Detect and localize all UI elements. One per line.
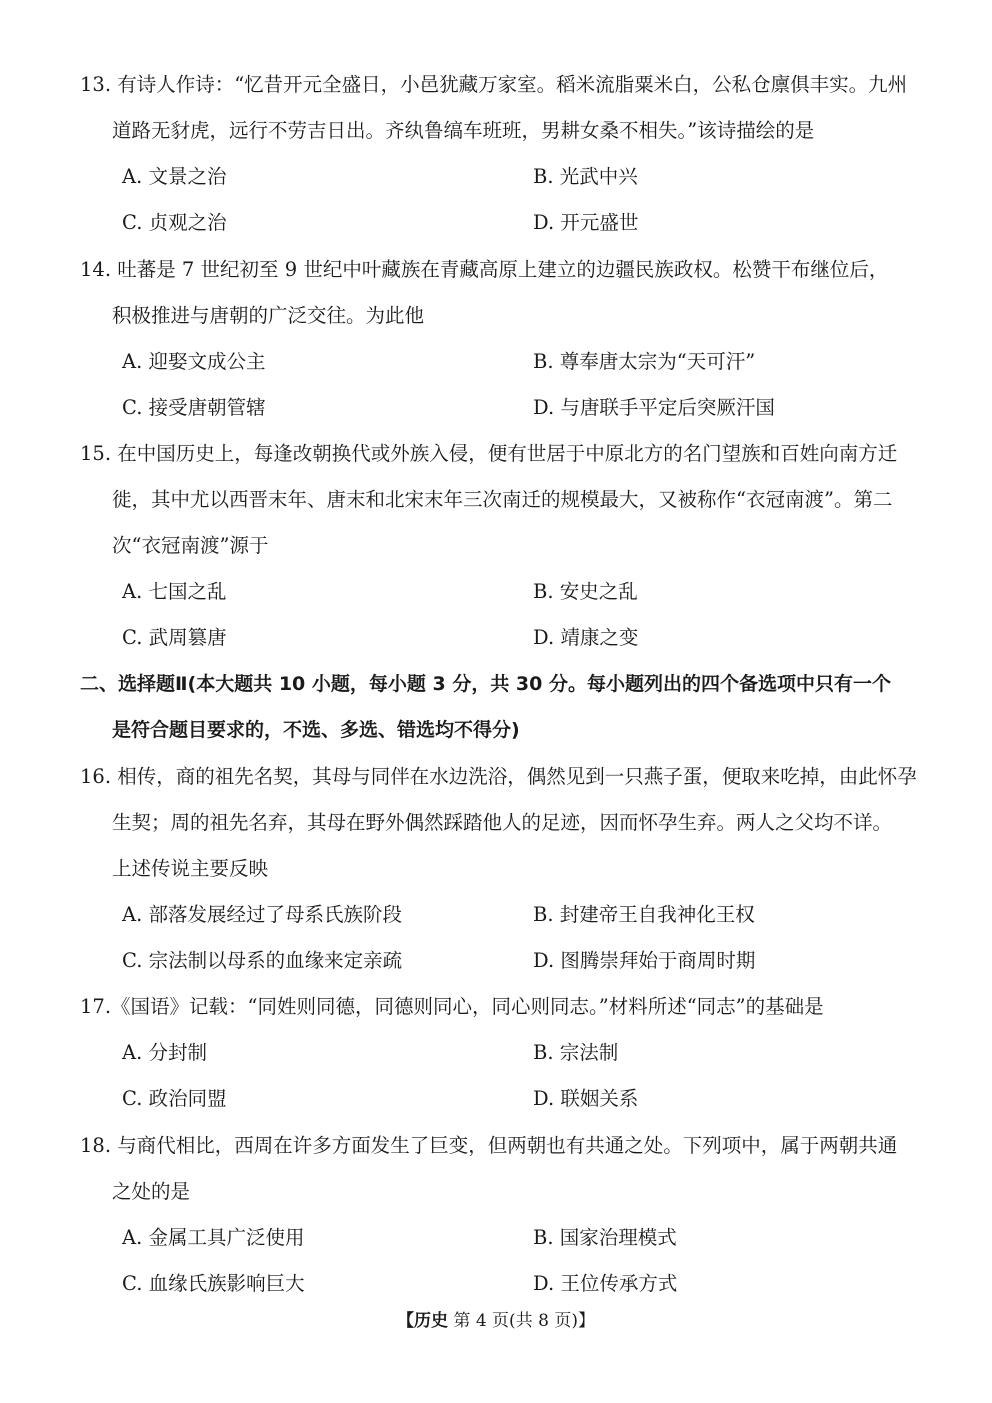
q15-stem-line-1: 15. 在中国历史上，每逢改朝换代或外族入侵，便有世居于中原北方的名门望族和百姓向南方迁 xyxy=(80,442,898,465)
footer-subject: 【历史 xyxy=(397,1311,449,1331)
q16-option-d: D. 图腾崇拜始于商周时期 xyxy=(533,949,756,972)
q18-stem-line-1: 18. 与商代相比，西周在许多方面发生了巨变，但两朝也有共通之处。下列项中，属于两朝共通 xyxy=(80,1134,898,1157)
q15-option-c: C. 武周篡唐 xyxy=(122,626,227,649)
q16-stem-line-1: 16. 相传，商的祖先名契，其母与同伴在水边洗浴，偶然见到一只燕子蛋，便取来吃掉，由此怀孕 xyxy=(80,765,917,788)
q15-stem-line-2: 徙，其中尤以西晋末年、唐末和北宋末年三次南迁的规模最大，又被称作“衣冠南渡”。第二 xyxy=(112,488,893,511)
q15-option-a: A. 七国之乱 xyxy=(122,580,227,603)
q15-option-b: B. 安史之乱 xyxy=(533,580,638,603)
q18-stem-line-2: 之处的是 xyxy=(112,1180,191,1203)
footer-page-number: 第 4 页(共 8 页)】 xyxy=(448,1311,595,1331)
q13-option-d: D. 开元盛世 xyxy=(533,211,639,234)
q13-stem-line-1: 13. 有诗人作诗：“忆昔开元全盛日，小邑犹藏万家室。稻米流脂粟米白，公私仓廪俱丰实。九州 xyxy=(80,73,908,96)
q13-option-c: C. 贞观之治 xyxy=(122,211,227,234)
q14-stem-line-2: 积极推进与唐朝的广泛交往。为此他 xyxy=(112,304,425,327)
q14-option-b: B. 尊奉唐太宗为“天可汗” xyxy=(533,350,756,373)
q18-option-a: A. 金属工具广泛使用 xyxy=(122,1226,305,1249)
page-footer xyxy=(0,1313,992,1330)
q18-option-c: C. 血缘氏族影响巨大 xyxy=(122,1272,305,1295)
q16-option-a: A. 部落发展经过了母系氏族阶段 xyxy=(122,903,402,926)
q17-option-a: A. 分封制 xyxy=(122,1041,207,1064)
q18-option-d: D. 王位传承方式 xyxy=(533,1272,678,1295)
q14-option-a: A. 迎娶文成公主 xyxy=(122,350,266,373)
q17-option-d: D. 联姻关系 xyxy=(533,1087,639,1110)
q16-stem-line-3: 上述传说主要反映 xyxy=(112,857,269,880)
section-heading-line-2: 是符合题目要求的，不选、多选、错选均不得分) xyxy=(112,719,520,741)
q13-option-b: B. 光武中兴 xyxy=(533,165,638,188)
q14-option-c: C. 接受唐朝管辖 xyxy=(122,396,266,419)
section-heading-line-1: 二、选择题Ⅱ(本大题共 10 小题，每小题 3 分，共 30 分。每小题列出的四个备选项中只有一个 xyxy=(80,673,891,695)
q17-option-c: C. 政治同盟 xyxy=(122,1087,227,1110)
q15-option-d: D. 靖康之变 xyxy=(533,626,639,649)
q17-stem-line-1: 17.《国语》记载：“同姓则同德，同德则同心，同心则同志。”材料所述“同志”的基础是 xyxy=(80,995,824,1018)
q13-option-a: A. 文景之治 xyxy=(122,165,227,188)
q16-option-b: B. 封建帝王自我神化王权 xyxy=(533,903,755,926)
q14-option-d: D. 与唐联手平定后突厥汗国 xyxy=(533,396,775,419)
q16-stem-line-2: 生契；周的祖先名弃，其母在野外偶然踩踏他人的足迹，因而怀孕生弃。两人之父均不详。 xyxy=(112,811,893,834)
q13-stem-line-2: 道路无豺虎，远行不劳吉日出。齐纨鲁缟车班班，男耕女桑不相失。”该诗描绘的是 xyxy=(112,119,815,142)
q14-stem-line-1: 14. 吐蕃是 7 世纪初至 9 世纪中叶藏族在青藏高原上建立的边疆民族政权。松赞干布继位后， xyxy=(80,258,889,281)
q16-option-c: C. 宗法制以母系的血缘来定亲疏 xyxy=(122,949,403,972)
q15-stem-line-3: 次“衣冠南渡”源于 xyxy=(112,534,269,557)
q17-option-b: B. 宗法制 xyxy=(533,1041,619,1064)
q18-option-b: B. 国家治理模式 xyxy=(533,1226,677,1249)
